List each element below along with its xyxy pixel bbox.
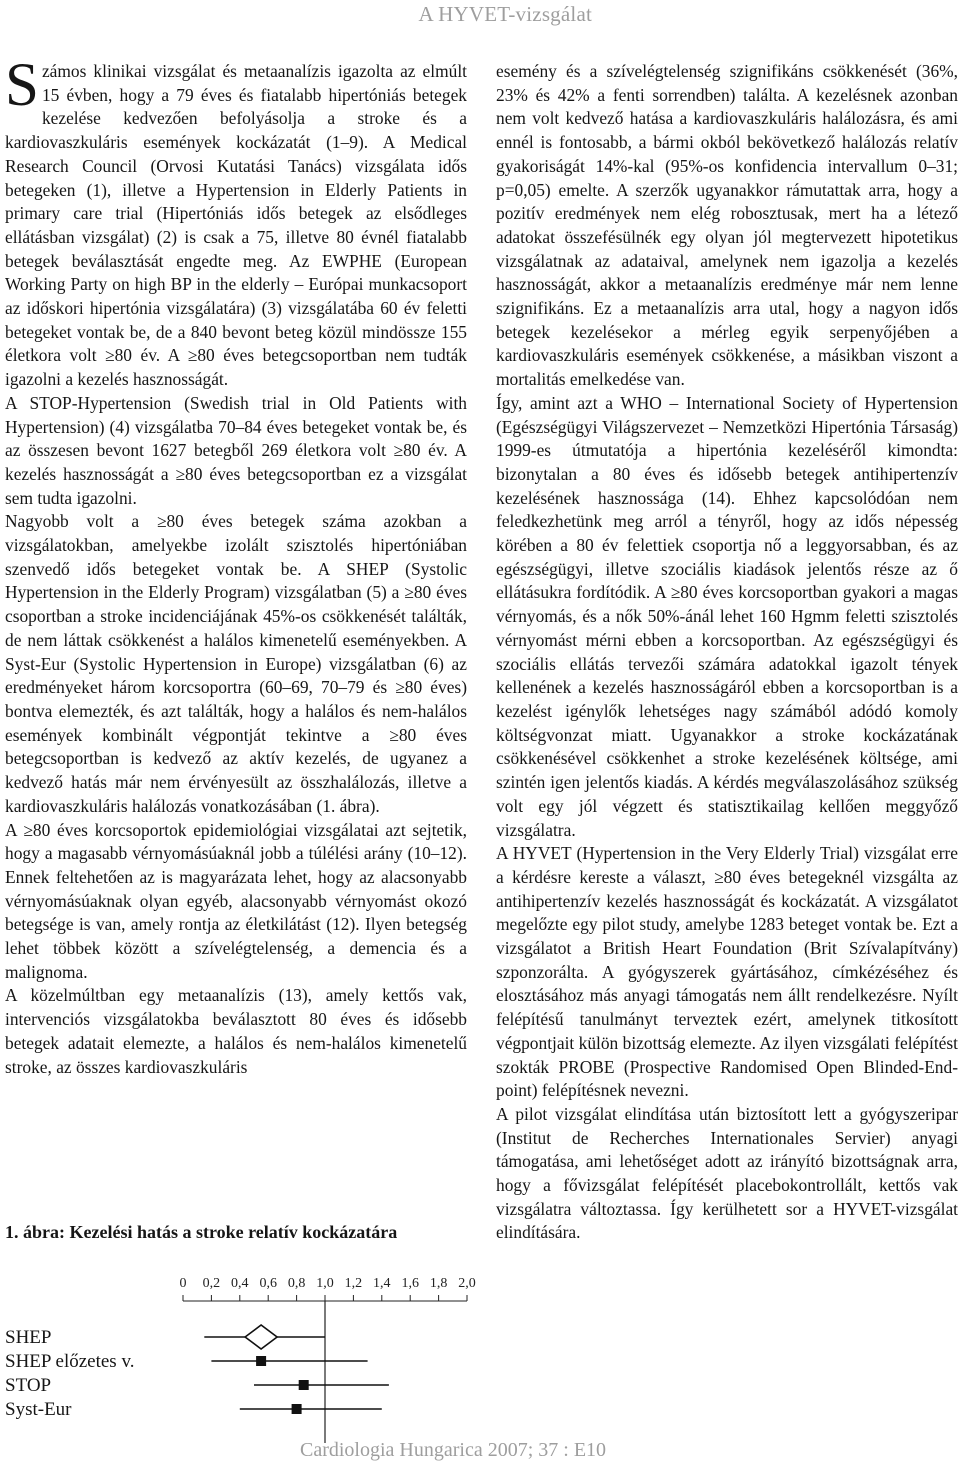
left-column [5, 52, 467, 1079]
figure-caption: 1. ábra: Kezelési hatás a stroke relatív kockázatára [5, 1222, 398, 1242]
x-tick-label: 1,2 [344, 1276, 363, 1291]
category-label: STOP [5, 1375, 52, 1396]
figure-1 [5, 1222, 476, 1447]
point-estimate-diamond [245, 1325, 277, 1349]
category-label: SHEP [5, 1327, 52, 1348]
x-tick-label: 1,8 [429, 1276, 448, 1291]
x-tick-label: 0,2 [202, 1276, 221, 1291]
point-estimate-square [299, 1380, 309, 1390]
point-estimate-square [292, 1404, 302, 1414]
paragraph-5: A közelmúltban egy metaanalízis (13), amely kettős vak, intervenciós vizsgálatokba beválasztott 80 éves és idősebb betegek adatait elemezte, a halálos és nem-halálos kimenetelű stroke, az összes kardiovaszkuláris [5, 985, 467, 1077]
paragraph-8: A HYVET (Hypertension in the Very Elderly Trial) vizsgálat erre a kérdésre kereste a választ, ≥80 éves betegeknél vizsgálta az antihipertenzív kezelés hasznosságát és kockázatát. A vizsgálatot megelőzte egy pilot study, amelybe 1283 beteget vontak be. Ezt a vizsgálatot a British Heart Foundation (Brit Szívalapítvány) szponzorálta. A gyógyszerek gyártásához, címkézéséhez és elosztásához más anyagi támogatás nem állt rendelkezésre. Nyílt felépítésű tanulmányt terveztek ezért, amelynek titkosított végpontjait külön bizottság elemezte. Az ilyen vizsgálati felépítést szokták PROBE (Prospective Randomised Open Blinded-End-point) felépítésnek nevezni. [496, 843, 958, 1101]
category-label: SHEP előzetes v. [5, 1351, 135, 1372]
x-tick-label: 2,0 [458, 1276, 476, 1291]
category-label: Syst-Eur [5, 1399, 72, 1420]
x-tick-label: 0,8 [287, 1276, 306, 1291]
x-tick-label: 0 [179, 1276, 187, 1291]
x-tick-label: 0,6 [259, 1276, 277, 1291]
x-tick-label: 1,6 [401, 1276, 419, 1291]
paragraph-1-text: zámos klinikai vizsgálat és metaanalízis igazolta az elmúlt 15 évben, hogy a 79 éves és fiatalabb hipertóniás betegek kezelése kedvezően befolyásolja a stroke és a kardiovaszkuláris események kockázatát (1–9). A Medical Research Council (Orvosi Kutatási Tanács) vizsgálata idős betegeken (1), illetve a Hypertension in Elderly Patients in primary care trial (Hipertóniás idős betegek az elsődleges ellátásban vizsgálat) (2) is csak a 75, illetve 80 évnél fiatalabb betegek beválasztását engedte meg. Az EWPHE (European Working Party on high BP in the elderly – Európai munkacsoport az időskori hipertónia vizsgálatára) (3) vizsgálatába 60 év feletti betegeket vontak be, de a 840 bevont beteg közül mindössze 155 életkora volt ≥80 év. A ≥80 éves betegcsoportban nem tudták igazolni a kezelés hasznosságát. [5, 61, 467, 390]
journal-footer: Cardiologia Hungarica 2007; 37 : E10 [300, 1439, 607, 1461]
paragraph-3: Nagyobb volt a ≥80 éves betegek száma azokban a vizsgálatokban, amelyekbe izolált szisztolés hipertóniában szenvedő idős betegeket vontak be. A SHEP (Systolic Hypertension in the Elderly Program) vizsgálatban (5) a ≥80 éves csoportban a stroke incidenciájának 45%-os csökkenését találták, de nem láttak csökkenést a halálos kimenetelű eseményekben. A Syst-Eur (Systolic Hypertension in Europe) vizsgálatban (6) az eredményeket három korcsoportra (60–69, 70–79 és ≥80 éves) bontva elemezték, és azt találták, hogy a halálos és nem-halálos események kombinált végpontját tekintve a ≥80 éves betegcsoportban is kedvező az aktív kezelés, de ugyanez a kedvező hatás már nem érvényesült az összhalálozás, illetve a kardiovaszkuláris halálozás vonatkozásában (1. ábra). [5, 511, 467, 816]
paragraph-2: A STOP-Hypertension (Swedish trial in Old Patients with Hypertension) (4) vizsgálatba 70–84 éves betegeket vontak be, és az összesen bevont 1627 betegből 269 életkora volt ≥80 év. A kezelés hasznosságát a ≥80 éves betegcsoportban ez a vizsgálat sem tudta igazolni. [5, 392, 467, 508]
drop-cap: S [5, 52, 39, 119]
x-tick-label: 1,4 [373, 1276, 391, 1291]
running-header-title: A HYVET-vizsgálat [418, 2, 592, 26]
paragraph-1 [5, 52, 467, 392]
paragraph-9: A pilot vizsgálat elindítása után biztosított lett a gyógyszeripar (Institut de Recherches Internationales Servier) anyagi támogatása, ami lehetőséget adott az irányító bizottságnak arra, hogy a fővizsgálat felépítését placebokontrollált, kettős vak vizsgálatra változtassa. Így kerülhetett sor a HYVET-vizsgálat elindítására. [496, 1103, 958, 1243]
forest-plot [5, 1243, 476, 1443]
paragraph-4: A ≥80 éves korcsoportok epidemiológiai vizsgálatai azt sejtetik, hogy a magasabb vérnyomásúaknál jobb a túlélési arány (10–12). Ennek feltehetően az is magyarázata lehet, hogy az alacsonyabb vérnyomásúaknak olyan egyéb, alacsonyabb vérnyomást okozó betegsége is van, amely rontja az életkilátást (12). Ilyen betegség lehet többek között a szívelégtelenség, a demencia és a malignoma. [5, 819, 467, 982]
paragraph-7: Így, amint azt a WHO – International Society of Hypertension (Egészségügyi Világszervezet – Nemzetközi Hipertónia Társaság) 1999-es útmutatója a hipertónia kezeléséről kimondta: bizonytalan a 80 éves és idősebb betegek antihipertenzív kezelésének hasznossága (14). Ehhez kapcsolódóan nem feledkezhetünk meg arról a tényről, hogy az idős népesség körében a 80 év felettiek csoportja nő a leggyorsabban, és az egészségügyi, illetve szociális kiadások jelentős része az ő ellátásukra fordítódik. A ≥80 éves korcsoportban gyakori a magas vérnyomás, és a nők 50%-ánál lehet 160 Hgmm feletti szisztolés vérnyomást mérni ebben a korcsoportban. Az egészségügyi és szociális ellátás tervezői számára adatokkal igazolt tények kellenének a kezelés hasznosságáról ebben a korcsoportban is a kezelést igénylők lehetséges nagy számából adódó komoly költségvonzat miatt. Ugyanakkor a stroke kockázatának csökkenésével csökkenhet a stroke kezelésének költsége, ami szintén igen jelentős kiadás. A kérdés megválaszolásához szükség volt egy jól végzett és statisztikailag kellően meggyőző vizsgálatra. [496, 392, 958, 840]
x-tick-label: 1,0 [316, 1276, 334, 1291]
paragraph-6: esemény és a szívelégtelenség szignifikáns csökkenését (36%, 23% és 42% a fenti sorrendben) találta. A kezelésnek azonban nem volt kedvező hatása a kardiovaszkuláris halálozásra, és ami ennél is fontosabb, a bármi okból bekövetkező halálozás relatív gyakoriságát 14%-kal (95%-os konfidencia intervallum 0–31; p=0,05) emelte. A szerzők ugyanakkor rámutattak arra, hogy a pozitív eredmények nem elég robosztusak, mert ha a létező adatokat összefésülnék egy olyan jól megtervezett hipotetikus vizsgálatnak az adataival, amelynek nem igazolja a kezelés hasznosságát, akkor a metaanalízis eredménye már nem lenne szignifikáns. Ez a metaanalízis arra utal, hogy a nagyon idős betegek kezelésekor a mérleg egyik serpenyőjében a kardiovaszkuláris események csökkenése, a másikban viszont a mortalitás emelkedése van. [496, 61, 958, 390]
x-tick-label: 0,4 [231, 1276, 249, 1291]
right-column [496, 60, 958, 1245]
point-estimate-square [256, 1356, 266, 1366]
